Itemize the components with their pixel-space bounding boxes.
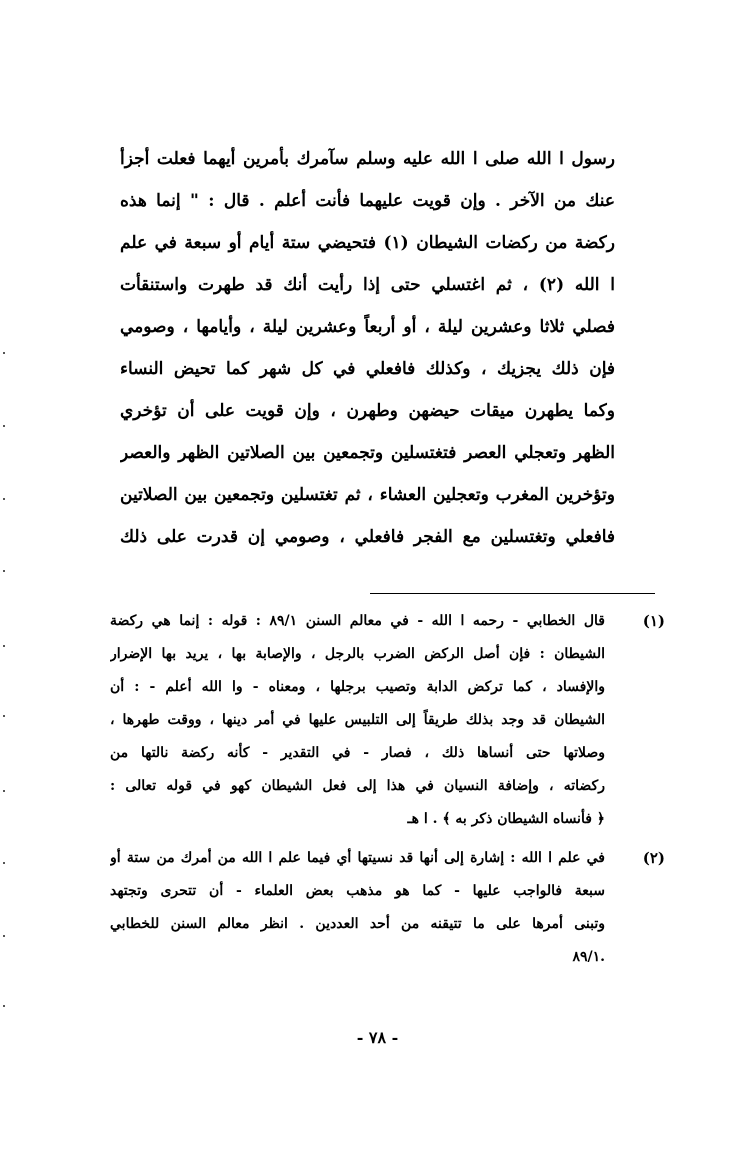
scan-margin-mark xyxy=(3,570,5,572)
scan-margin-mark xyxy=(3,1005,5,1007)
footnote-line: قال الخطابي - رحمه ا الله - في معالم السنن ٨٩/١ : قوله : إنما هي ركضة xyxy=(110,613,605,629)
footnote-line: سبعة فالواجب عليها - كما هو مذهب بعض العلماء - أن تتحرى وتجتهد xyxy=(110,883,605,899)
scan-margin-mark xyxy=(3,790,5,792)
footnotes-block xyxy=(110,605,665,980)
footnote-1 xyxy=(110,605,665,836)
main-text-line: وكما يطهرن ميقات حيضهن وطهرن ، وإن قويت على أن تؤخري xyxy=(120,401,615,421)
page-number: - ٧٨ - xyxy=(356,1028,399,1047)
footnote-number: (١) xyxy=(642,612,665,630)
footnote-line: ركضاته ، وإضافة النسيان في هذا إلى فعل الشيطان كهو في قوله تعالى : xyxy=(110,778,605,794)
main-text-line: فإن ذلك يجزيك ، وكذلك فافعلي في كل شهر كما تحيض النساء xyxy=(120,359,615,379)
footnote-2 xyxy=(110,842,665,974)
main-text-line: عنك من الآخر . وإن قويت عليهما فأنت أعلم . قال : " إنما هذه xyxy=(120,191,615,211)
main-text-line: ا الله (٢) ، ثم اغتسلي حتى إذا رأيت أنك قد طهرت واستنقأت xyxy=(120,275,615,295)
footnote-line: الشيطان قد وجد بذلك طريقاً إلى التلبيس عليها في أمر دينها ، ووقت طهرها ، xyxy=(110,712,605,728)
footnote-body xyxy=(110,605,605,836)
footnote-line: وتبنى أمرها على ما تتيقنه من أحد العددين . انظر معالم السنن للخطابي xyxy=(110,916,605,932)
footnote-line: الشيطان : فإن أصل الركض الضرب بالرجل ، والإصابة بها ، يريد بها الإضرار xyxy=(110,646,605,662)
footnote-line: .٨٩/١ xyxy=(572,949,605,965)
main-text-line: الظهر وتعجلي العصر فتغتسلين وتجمعين بين الصلاتين الظهر والعصر xyxy=(120,443,615,463)
scan-margin-mark xyxy=(3,862,5,864)
scan-margin-mark xyxy=(3,498,5,500)
scan-margin-mark xyxy=(3,352,5,354)
main-text-line: وتؤخرين المغرب وتعجلين العشاء ، ثم تغتسلين وتجمعين بين الصلاتين xyxy=(120,485,615,505)
footnote-line: في علم ا الله : إشارة إلى أنها قد نسيتها أي فيما علم ا الله من أمرك من ستة أو xyxy=(110,850,605,866)
footnote-line: والإفساد ، كما تركض الدابة وتصيب برجلها ، ومعناه - وا الله أعلم - : أن xyxy=(110,679,605,695)
footnote-number: (٢) xyxy=(642,849,665,867)
footnote-body xyxy=(110,842,605,974)
main-text-line: ركضة من ركضات الشيطان (١) فتحيضي ستة أيام أو سبعة في علم xyxy=(120,233,615,253)
main-text-line: رسول ا الله صلى ا الله عليه وسلم سآمرك بأمرين أيهما فعلت أجزأ xyxy=(120,149,615,169)
footnote-line: وصلاتها حتى أنساها ذلك ، فصار - في التقدير - كأنه ركضة نالتها من xyxy=(110,745,605,761)
main-text-block xyxy=(120,138,615,558)
main-text-line: فصلي ثلاثا وعشرين ليلة ، أو أربعاً وعشرين ليلة ، وأيامها ، وصومي xyxy=(120,317,615,337)
footnote-separator xyxy=(370,593,655,594)
footnote-line: ﴿ فأنساه الشيطان ذكر به ﴾ . ا هـ xyxy=(407,811,605,827)
scan-margin-mark xyxy=(3,645,5,647)
scan-margin-mark xyxy=(3,715,5,717)
main-text-line: فافعلي وتغتسلين مع الفجر فافعلي ، وصومي إن قدرت على ذلك xyxy=(120,527,615,547)
scan-margin-mark xyxy=(3,935,5,937)
scan-margin-mark xyxy=(3,425,5,427)
